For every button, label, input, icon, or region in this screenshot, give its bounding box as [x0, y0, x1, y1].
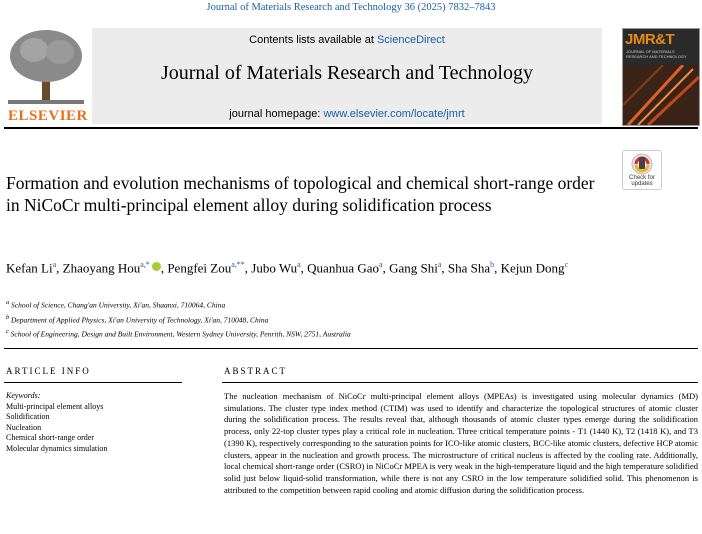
elsevier-wordmark: ELSEVIER: [8, 108, 88, 124]
contents-prefix: Contents lists available at: [249, 34, 377, 46]
affiliation-text: School of Science, Chang'an University, Xi'an, Shaanxi, 710064, China: [9, 300, 226, 310]
affiliation: [6, 297, 606, 312]
author-name[interactable]: Kejun Dong: [500, 260, 565, 276]
abstract-text: The nucleation mechanism of NiCoCr multi-principal element alloys (MPEAs) is investigated using molecular dynamics (MD) simulations. The cluster type index method (CTIM) was used to identify and characterize the topological structures of atomic cluster during the solidification process. The results reveal that, although thousands of atomic cluster types emerge during the solidification process, only 22-top cluster types play a critical role in nucleation. Three critical temperature points - T1 (1440 K), T2 (1418 K), and T3 (1390 K), respectively corresponding to the saturation points for ICO-like atomic clusters, BCC-like atomic clusters, defective HCP atomic clusters, appear in the nucleation and growth process. The microstructure of critical nucleus is affected by the cooling rate. Additionally, local chemical short-range order (CSRO) in NiCoCr MPEA is very weak in the high-temperature liquid and the high temperature solidified solid just below liquid-solid transformation, while there is not any CSRO in the low temperature solidified solid. This phenomenon is attributed to the competition between rapid cooling and atomic diffusion during the solidification process.: [224, 391, 698, 495]
check-for-updates-button[interactable]: [622, 150, 662, 190]
orcid-icon[interactable]: [152, 262, 161, 271]
header-rule: [4, 127, 698, 129]
abstract-heading: ABSTRACT: [224, 366, 288, 376]
affiliations: [6, 297, 606, 341]
author-name[interactable]: Jubo Wu: [251, 260, 298, 276]
article-info-heading: ARTICLE INFO: [6, 366, 91, 376]
author-affiliation-marker[interactable]: a,**: [231, 260, 245, 269]
affiliation: [6, 326, 606, 341]
sciencedirect-link[interactable]: ScienceDirect: [376, 34, 445, 46]
keyword[interactable]: Chemical short-range order: [6, 433, 94, 442]
author-affiliation-marker[interactable]: a: [52, 260, 57, 269]
homepage-line: [92, 108, 602, 120]
article-info-rule: [4, 382, 182, 383]
author-affiliation-marker[interactable]: a: [379, 260, 383, 269]
author-affiliation-marker[interactable]: c: [564, 260, 569, 269]
cover-subtitle: JOURNAL OF MATERIALS RESEARCH AND TECHNOLOGY: [626, 49, 687, 59]
journal-cover-image[interactable]: [622, 28, 700, 126]
contents-line: [92, 34, 602, 46]
author-affiliation-marker[interactable]: a,*: [140, 260, 150, 269]
journal-citation[interactable]: Journal of Materials Research and Technology 36 (2025) 7832–7843: [206, 2, 496, 13]
journal-homepage-link[interactable]: www.elsevier.com/locate/jmrt: [323, 108, 465, 120]
check-updates-icon: [631, 153, 653, 175]
affiliation-text: School of Engineering, Design and Built Environment, Western Sydney University, Penrith, NSW, 2751, Australia: [8, 329, 351, 339]
author-affiliation-marker[interactable]: b: [490, 260, 495, 269]
author-affiliation-marker[interactable]: a: [437, 260, 442, 269]
abstract-rule: [222, 382, 698, 383]
affiliation-text: Department of Applied Physics, Xi'an University of Technology, Xi'an, 710048, China: [9, 315, 269, 324]
check-updates-label: Check for updates: [629, 175, 655, 187]
keyword[interactable]: Molecular dynamics simulation: [6, 443, 108, 453]
affiliation-marker: c: [6, 328, 9, 335]
homepage-prefix: journal homepage:: [229, 108, 324, 120]
author-name[interactable]: Zhaoyang Hou: [62, 260, 141, 276]
journal-banner: [92, 28, 602, 124]
keyword[interactable]: Solidification: [6, 412, 50, 421]
journal-header: [4, 28, 698, 126]
keyword[interactable]: Multi-principal element alloys: [6, 401, 104, 411]
author-list: Kefan Li$^a$, Zhaoyang Hou$^{a,*}$ , Pengfei Zou$^{a,**}$, Jubo Wu$^a$, Quanhua Gao$^a$, Gang Shi$^a$, Sha Sha$^b$, Kejun Dong$^c$: [6, 260, 569, 276]
author-affiliation-marker[interactable]: a: [297, 260, 301, 269]
author-name[interactable]: Kefan Li: [6, 260, 53, 276]
author-name[interactable]: Sha Sha: [447, 260, 491, 276]
keyword[interactable]: Nucleation: [6, 422, 42, 432]
cover-title: JMR&T: [625, 31, 675, 48]
author-name[interactable]: Quanhua Gao: [307, 260, 380, 276]
keywords-heading: Keywords:: [6, 391, 41, 400]
affiliation-marker: b: [6, 313, 10, 321]
keywords-block: [6, 391, 186, 454]
author-name[interactable]: Gang Shi: [389, 260, 438, 276]
section-rule: [4, 348, 698, 349]
elsevier-tree-logo[interactable]: [4, 28, 88, 124]
article-title: Formation and evolution mechanisms of topological and chemical short-range order in NiCoCr multi-principal element alloy during solidification process: [6, 173, 595, 215]
affiliation: [6, 312, 606, 327]
affiliation-marker: a: [6, 299, 10, 306]
journal-title: Journal of Materials Research and Technology: [160, 62, 533, 84]
author-name[interactable]: Pengfei Zou: [167, 260, 232, 276]
